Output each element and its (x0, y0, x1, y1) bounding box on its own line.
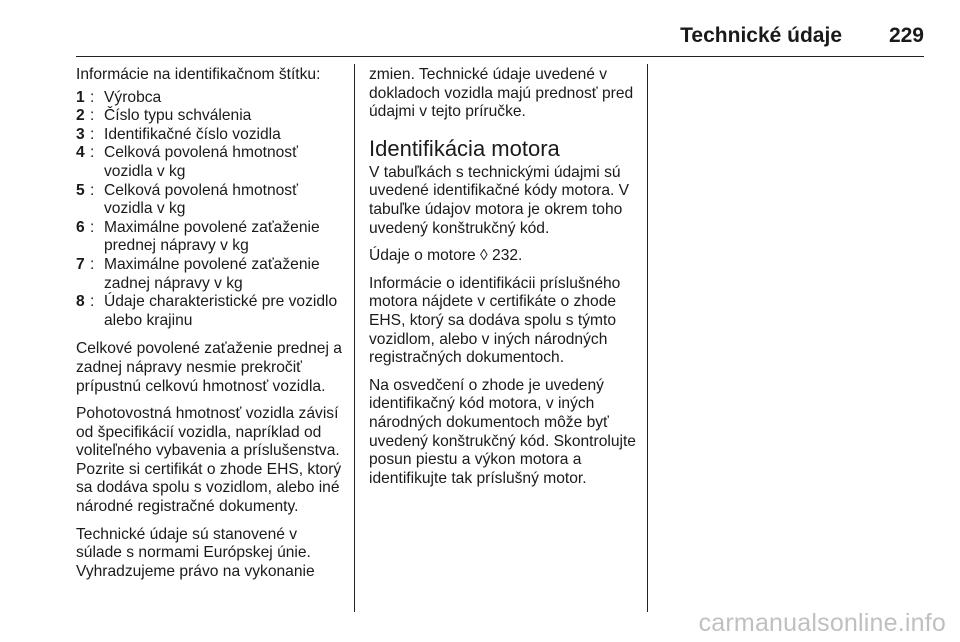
item-number: 7 (76, 255, 85, 273)
item-number: 6 (76, 218, 85, 236)
list-item (76, 182, 344, 219)
column-divider-left (354, 64, 355, 612)
certificate-paragraph: Na osvedčení o zhode je uvedený identifikačný kód motora, v iných národných dokumentoch môže byť uvedený konštrukčný kód. Skontrolujte posun piestu a výkon motora a identifikujte tak príslušný motor. (369, 376, 636, 487)
header-rule (76, 56, 924, 57)
curb-weight-paragraph: Pohotovostná hmotnosť vozidla závisí od špecifikácií vozidla, napríklad od voliteľného vybavenia a príslušenstva. Pozrite si certifikát o zhode EHS, ktorý sa dodáva spolu s vozidlom, alebo iné národné registračné dokumenty. (76, 405, 342, 516)
item-separator: : (90, 255, 95, 273)
item-separator: : (90, 125, 95, 143)
list-item (76, 107, 344, 126)
engine-identification-paragraph: Informácie o identifikácii príslušného motora nájdete v certifikáte o zhode EHS, ktorý sa dodáva spolu s týmto vozidlom, alebo v iných národných registračných dokumentoch. (369, 274, 621, 367)
axle-load-paragraph: Celkové povolené zaťaženie prednej a zadnej nápravy nesmie prekročiť prípustnú celkovú hmotnosť vozidla. (76, 340, 342, 395)
list-item (76, 293, 344, 330)
section-heading: Identifikácia motora (369, 135, 560, 161)
item-number: 1 (76, 88, 85, 106)
label-intro: Informácie na identifikačnom štítku: (76, 66, 321, 83)
item-separator: : (90, 88, 95, 106)
list-item (76, 219, 344, 256)
item-text: Číslo typu schválenia (104, 107, 252, 125)
item-number: 3 (76, 125, 85, 143)
left-column (76, 66, 344, 590)
item-separator: : (90, 293, 95, 311)
list-item (76, 126, 344, 145)
reference-text: Údaje o motore (369, 247, 476, 265)
reference-page: 232. (492, 247, 523, 265)
item-separator: : (90, 144, 95, 162)
item-text: Identifikačné číslo vozidla (104, 125, 281, 143)
list-item (76, 89, 344, 108)
continued-paragraph: zmien. Technické údaje uvedené v dokladoch vozidla majú prednosť pred údajmi v tejto príručke. (369, 66, 634, 121)
engine-codes-paragraph: V tabuľkách s technickými údajmi sú uvedené identifikačné kódy motora. V tabuľke údajov motora je okrem toho uvedený konštrukčný kód. (369, 163, 630, 237)
item-number: 8 (76, 293, 85, 311)
right-column (369, 66, 639, 497)
item-text: Údaje charakteristické pre vozidlo alebo krajinu (104, 293, 338, 329)
item-text: Celková povolená hmotnosť vozidla v kg (104, 181, 298, 218)
item-number: 2 (76, 107, 85, 125)
page-reference-link[interactable] (480, 247, 522, 264)
reference-arrow-icon: ◊ (479, 247, 488, 265)
item-separator: : (90, 218, 95, 236)
label-list (76, 89, 344, 331)
engine-data-reference (369, 247, 639, 266)
item-separator: : (90, 181, 95, 199)
item-text: Výrobca (104, 88, 162, 106)
item-text: Maximálne povolené zaťaženie zadnej nápravy v kg (104, 255, 320, 292)
page-number: 229 (888, 24, 924, 47)
item-number: 4 (76, 144, 85, 162)
list-item (76, 144, 344, 181)
page-header (0, 0, 960, 60)
item-text: Celková povolená hmotnosť vozidla v kg (104, 144, 298, 180)
column-divider-right (647, 64, 648, 612)
item-number: 5 (76, 181, 85, 199)
section-title: Technické údaje (680, 24, 842, 47)
list-item (76, 256, 344, 293)
item-separator: : (90, 107, 95, 125)
watermark: carmanualsonline.info (698, 609, 946, 637)
eu-standards-paragraph: Technické údaje sú stanovené v súlade s normami Európskej únie. Vyhradzujeme právo na vykonanie (76, 525, 315, 580)
item-text: Maximálne povolené zaťaženie prednej nápravy v kg (104, 218, 320, 255)
